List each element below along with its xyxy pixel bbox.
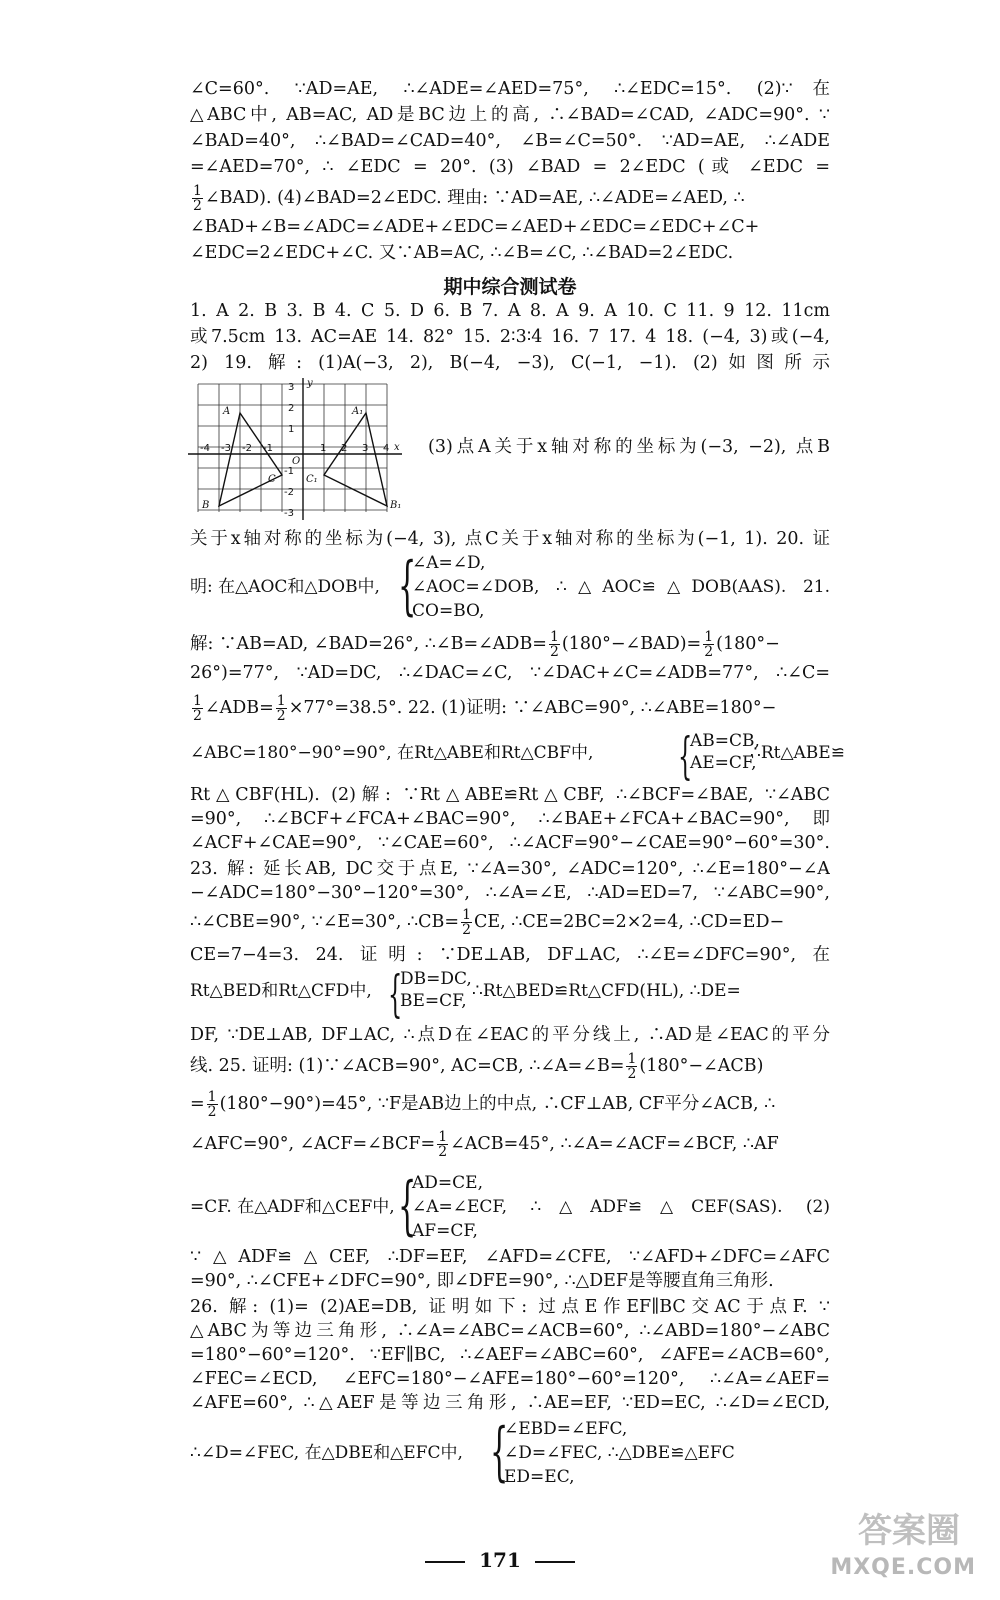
text-line: 明: 在△AOC和△DOB中, <box>190 577 380 597</box>
y-tick-label: 1 <box>288 424 295 435</box>
text-line: Rt△BED和Rt△CFD中, <box>190 981 372 1001</box>
text-line: =CF. 在△ADF和△CEF中, <box>190 1197 395 1217</box>
x-tick-label: -2 <box>242 443 252 454</box>
x-tick-label: 4 <box>383 443 390 454</box>
text-line: =90°, ∴∠BCF+∠FCA+∠BAC=90°, ∴∠BAE+∠FCA+∠BAC=90°, 即 <box>190 809 830 829</box>
page-number: 171 <box>0 1548 1000 1572</box>
text-line: ∠EDC=2∠EDC+∠C. 又∵AB=AC, ∴∠B=∠C, ∴∠BAD=2∠EDC. <box>190 243 734 263</box>
text-line: 线. 25. 证明: (1)∵∠ACB=90°, AC=CB, ∴∠A=∠B= $\frac{1}{2}$ (180°−∠ACB) <box>190 1052 764 1081</box>
x-tick-label: -3 <box>221 443 231 454</box>
text-line: ∠BAD+∠B=∠ADC=∠ADE+∠EDC=∠AED+∠EDC=∠EDC+∠C+ <box>190 217 760 237</box>
point-label-c1: C₁ <box>306 474 318 485</box>
x-axis-label: x <box>394 442 400 453</box>
system-row: ED=EC, <box>504 1467 575 1487</box>
text-line: ∠ACF+∠CAE=90°, ∵∠CAE=60°, ∴∠ACF=90°−∠CAE=90°−60°=30°. <box>190 833 830 853</box>
coordinate-graph <box>188 378 418 520</box>
text-line: $\frac{1}{2}$ ∠BAD). (4)∠BAD=2∠EDC. 理由: ∵AD=AE, ∴∠ADE=∠AED, ∴ <box>193 184 745 213</box>
system-row: ∠A=∠ECF, ∴△ADF≌△CEF(SAS). (2) <box>412 1197 830 1217</box>
text-line: ∴∠D=∠FEC, 在△DBE和△EFC中, <box>190 1443 463 1463</box>
text-line: △ABC为等边三角形, ∴∠A=∠ABC=∠ACB=60°, ∴∠ABD=180°−∠ABC <box>190 1321 830 1341</box>
system-row: ∠AOC=∠DOB, ∴△AOC≌△DOB(AAS). 21. <box>412 577 830 597</box>
system-row: AD=CE, <box>412 1173 483 1193</box>
text-line: 2) 19. 解: (1)A(−3, 2), B(−4, −3), C(−1, −1). (2)如图所示 <box>190 353 830 373</box>
text-line: 23. 解: 延长AB, DC交于点E, ∵∠A=30°, ∠ADC=120°, ∴∠E=180°−∠A <box>190 859 830 879</box>
y-tick-label: -2 <box>284 487 294 498</box>
text-line: =∠AED=70°, ∴ ∠EDC = 20°. (3) ∠BAD = 2∠EDC (或 ∠EDC = <box>190 157 830 177</box>
text-line: 解: ∵AB=AD, ∠BAD=26°, ∴∠B=∠ADB= $\frac{1}{2}$ (180°−∠BAD)= $\frac{1}{2}$ (180°− <box>190 630 780 659</box>
text-line: ∴Rt△ABE≌ <box>750 743 845 763</box>
text-line: Rt△CBF(HL). (2)解: ∵Rt△ABE≌Rt△CBF, ∴∠BCF=∠BAE, ∵∠ABC <box>190 785 830 805</box>
point-label-b: B <box>202 500 210 511</box>
brace: { <box>388 965 403 1023</box>
point-label-c: C <box>268 474 276 485</box>
text-line: = $\frac{1}{2}$ (180°−90°)=45°, ∵F是AB边上的中点, ∴CF⊥AB, CF平分∠ACB, ∴ <box>190 1090 776 1119</box>
text-line: =90°, ∴∠CFE+∠DFC=90°, 即∠DFE=90°, ∴△DEF是等腰直角三角形. <box>190 1271 774 1291</box>
brace: { <box>490 1415 509 1489</box>
text-line: ∠AFE=60°, ∴△AEF是等边三角形, ∴AE=EF, ∵ED=EC, ∴∠D=∠ECD, <box>190 1393 830 1413</box>
text-line: ∴∠CBE=90°, ∵∠E=30°, ∴CB= $\frac{1}{2}$ CE, ∴CE=2BC=2×2=4, ∴CD=ED− <box>190 908 785 937</box>
text-line: 1. A 2. B 3. B 4. C 5. D 6. B 7. A 8. A 9. A 10. C 11. 9 12. 11cm <box>190 301 830 321</box>
system-row: CO=BO, <box>412 601 485 621</box>
origin-label: O <box>292 456 301 467</box>
fraction: $\frac{1}{2}$ <box>193 184 202 213</box>
x-tick-label: -1 <box>263 443 273 454</box>
equation-system <box>190 965 830 1023</box>
x-tick-label: -4 <box>200 443 210 454</box>
x-tick-label: 2 <box>341 443 348 454</box>
text-line: △ABC中, AB=AC, AD是BC边上的高, ∴∠BAD=∠CAD, ∠ADC=90°. ∵ <box>190 105 830 125</box>
watermark-url: MXQE.COM <box>830 1555 976 1580</box>
x-tick-label: 3 <box>362 443 369 454</box>
point-label-b1: B₁ <box>390 500 402 511</box>
y-tick-label: -1 <box>284 466 294 477</box>
equation-system <box>190 1169 830 1243</box>
equation-system <box>190 549 830 623</box>
text-line: ∠BAD=40°, ∴∠BAD=∠CAD=40°, ∠B=∠C=50°. ∵AD=AE, ∴∠ADE <box>190 131 830 151</box>
system-row: AB=CB, <box>690 731 760 751</box>
system-row: ∠EBD=∠EFC, <box>504 1419 628 1439</box>
y-axis-label: y <box>307 378 313 389</box>
text-line: 或7.5cm 13. AC=AE 14. 82° 15. 2∶3∶4 16. 7 17. 4 18. (−4, 3)或(−4, <box>190 327 830 347</box>
text-line: ∠AFC=90°, ∠ACF=∠BCF= $\frac{1}{2}$ ∠ACB=45°, ∴∠A=∠ACF=∠BCF, ∴AF <box>190 1130 779 1159</box>
text-line: 26°)=77°, ∵AD=DC, ∴∠DAC=∠C, ∵∠DAC+∠C=∠ADB=77°, ∴∠C= <box>190 663 830 683</box>
system-row: AF=CF, <box>412 1221 478 1241</box>
text-line: DF, ∵DE⊥AB, DF⊥AC, ∴点D在∠EAC的平分线上, ∴AD是∠EAC的平分 <box>190 1025 830 1045</box>
x-tick-label: 1 <box>320 443 327 454</box>
text-line: 26. 解: (1)= (2)AE=DB, 证明如下: 过点E作EF∥BC交AC于点F. ∵ <box>190 1297 830 1317</box>
brace: { <box>398 549 417 623</box>
equation-system <box>190 1415 830 1489</box>
text-line: ∵△ADF≌△CEF, ∴DF=EF, ∠AFD=∠CFE, ∵∠AFD+∠DFC=∠AFC <box>190 1247 830 1267</box>
text-line: =180°−60°=120°. ∵EF∥BC, ∴∠AEF=∠ABC=60°, ∠AFE=∠ACB=60°, <box>190 1345 830 1365</box>
y-tick-label: 2 <box>288 403 295 414</box>
section-title: 期中综合测试卷 <box>443 276 577 298</box>
text-line: ∴Rt△BED≌Rt△CFD(HL), ∴DE= <box>472 981 741 1001</box>
y-tick-label: 3 <box>288 382 295 393</box>
system-row: AE=CF, <box>690 753 757 773</box>
triangle-a1b1c1 <box>324 413 390 506</box>
point-label-a1: A₁ <box>352 406 364 417</box>
text-line: −∠ADC=180°−30°−120°=30°, ∴∠A=∠E, ∴AD=ED=7, ∵∠ABC=90°, <box>190 883 830 903</box>
text-line: (3)点A关于x轴对称的坐标为(−3, −2), 点B <box>428 437 830 457</box>
text-line: ∠FEC=∠ECD, ∠EFC=180°−∠AFE=180°−60°=120°, ∴∠A=∠AEF= <box>190 1369 830 1389</box>
y-tick-label: -3 <box>284 508 294 519</box>
brace: { <box>678 727 693 785</box>
triangle-abc <box>219 413 282 506</box>
system-row: ∠D=∠FEC, ∴△DBE≌△EFC <box>504 1443 735 1463</box>
text-line: ∠ABC=180°−90°=90°, 在Rt△ABE和Rt△CBF中, <box>190 743 594 763</box>
text-line: $\frac{1}{2}$ ∠ADB= $\frac{1}{2}$ ×77°=38.5°. 22. (1)证明: ∵∠ABC=90°, ∴∠ABE=180°− <box>193 694 777 723</box>
system-row: DB=DC, <box>400 969 472 989</box>
brace: { <box>398 1169 417 1243</box>
equation-system <box>190 727 845 785</box>
text-line: ∠C=60°. ∵AD=AE, ∴∠ADE=∠AED=75°, ∴∠EDC=15°. (2)∵在 <box>190 79 830 99</box>
system-row: ∠A=∠D, <box>412 553 486 573</box>
system-row: BE=CF, <box>400 991 467 1011</box>
text-line: CE=7−4=3. 24. 证明: ∵DE⊥AB, DF⊥AC, ∴∠E=∠DFC=90°, 在 <box>190 945 830 965</box>
watermark-logo: 答案圈 <box>858 1511 960 1551</box>
point-label-a: A <box>223 406 231 417</box>
text-line: 关于x轴对称的坐标为(−4, 3), 点C关于x轴对称的坐标为(−1, 1). 20. 证 <box>190 529 830 549</box>
